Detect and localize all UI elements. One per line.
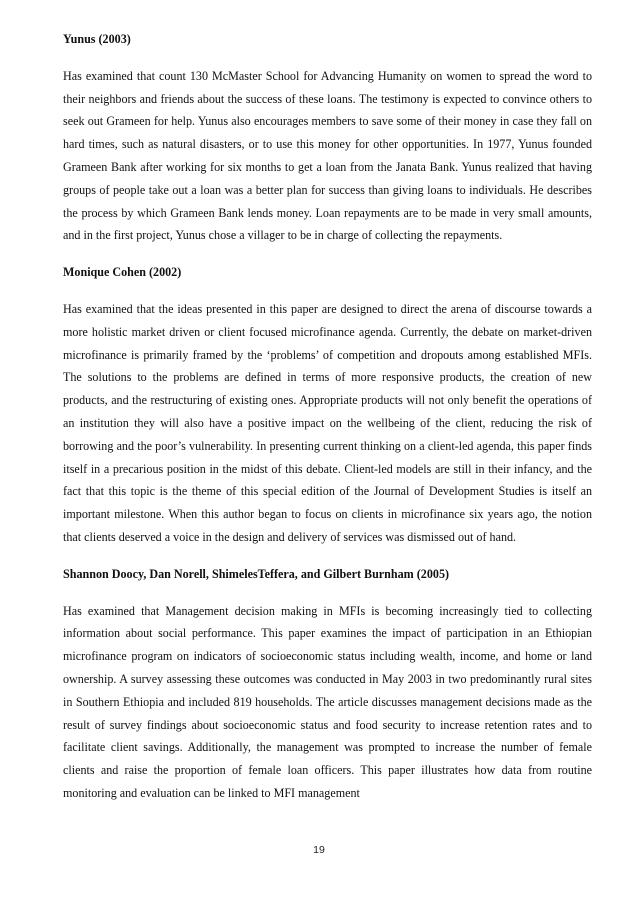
page-number: 19	[313, 844, 325, 856]
section-paragraph-yunus: Has examined that count 130 McMaster School for Advancing Humanity on women to spread the word to their neighbors and friends about the success of these loans. The testimony is expected to convince others to seek out Grameen for help. Yunus also encourages members to save some of their money in case they fall on hard times, such as natural disasters, or to use this money for other opportunities. In 1977, Yunus founded Grameen Bank after working for six months to get a loan from the Janata Bank. Yunus realized that having groups of people take out a loan was a better plan for success than giving loans to individuals. He describes the process by which Grameen Bank lends money. Loan repayments are to be made in very small amounts, and in the first project, Yunus chose a villager to be in charge of collecting the repayments.	[63, 68, 592, 243]
section-paragraph-cohen: Has examined that the ideas presented in this paper are designed to direct the arena of discourse towards a more holistic market driven or client focused microfinance agenda. Currently, the debate on market-driven microfinance is primarily framed by the ‘problems’ of competition and dropouts among established MFIs. The solutions to the problems are defined in terms of more responsive products, the creation of new products, and the restructuring of existing ones. Appropriate products will not only benefit the operations of an institution they will also have a positive impact on the wellbeing of the client, reducing the risk of borrowing and the poor’s vulnerability. In presenting current thinking on a client-led agenda, this paper finds itself in a precarious position in the midst of this debate. Client-led models are still in their infancy, and the fact that this topic is the theme of this special edition of the Journal of Development Studies is itself an important milestone. When this author began to focus on clients in microfinance six years ago, the notion that clients deserved a voice in the design and delivery of services was dismissed out of hand.	[63, 301, 592, 544]
section-paragraph-doocy: Has examined that Management decision making in MFIs is becoming increasingly tied to collecting information about social performance. This paper examines the impact of participation in an Ethiopian microfinance program on indicators of socioeconomic status including wealth, income, and home or land ownership. A survey assessing these outcomes was conducted in May 2003 in two predominantly rural sites in Southern Ethiopia and included 819 households. The article discusses management decisions made as the result of survey findings about socioeconomic status and food security to increase retention rates and to facilitate client savings. Additionally, the management was prompted to increase the number of female clients and raise the proportion of female loan officers. This paper illustrates how data from routine monitoring and evaluation can be linked to MFI management	[63, 603, 592, 800]
page-content	[63, 28, 592, 819]
section-heading-cohen: Monique Cohen (2002)	[63, 265, 182, 280]
section-heading-doocy: Shannon Doocy, Dan Norell, ShimelesTeffera, and Gilbert Burnham (2005)	[63, 566, 450, 581]
section-heading-yunus: Yunus (2003)	[63, 32, 131, 46]
